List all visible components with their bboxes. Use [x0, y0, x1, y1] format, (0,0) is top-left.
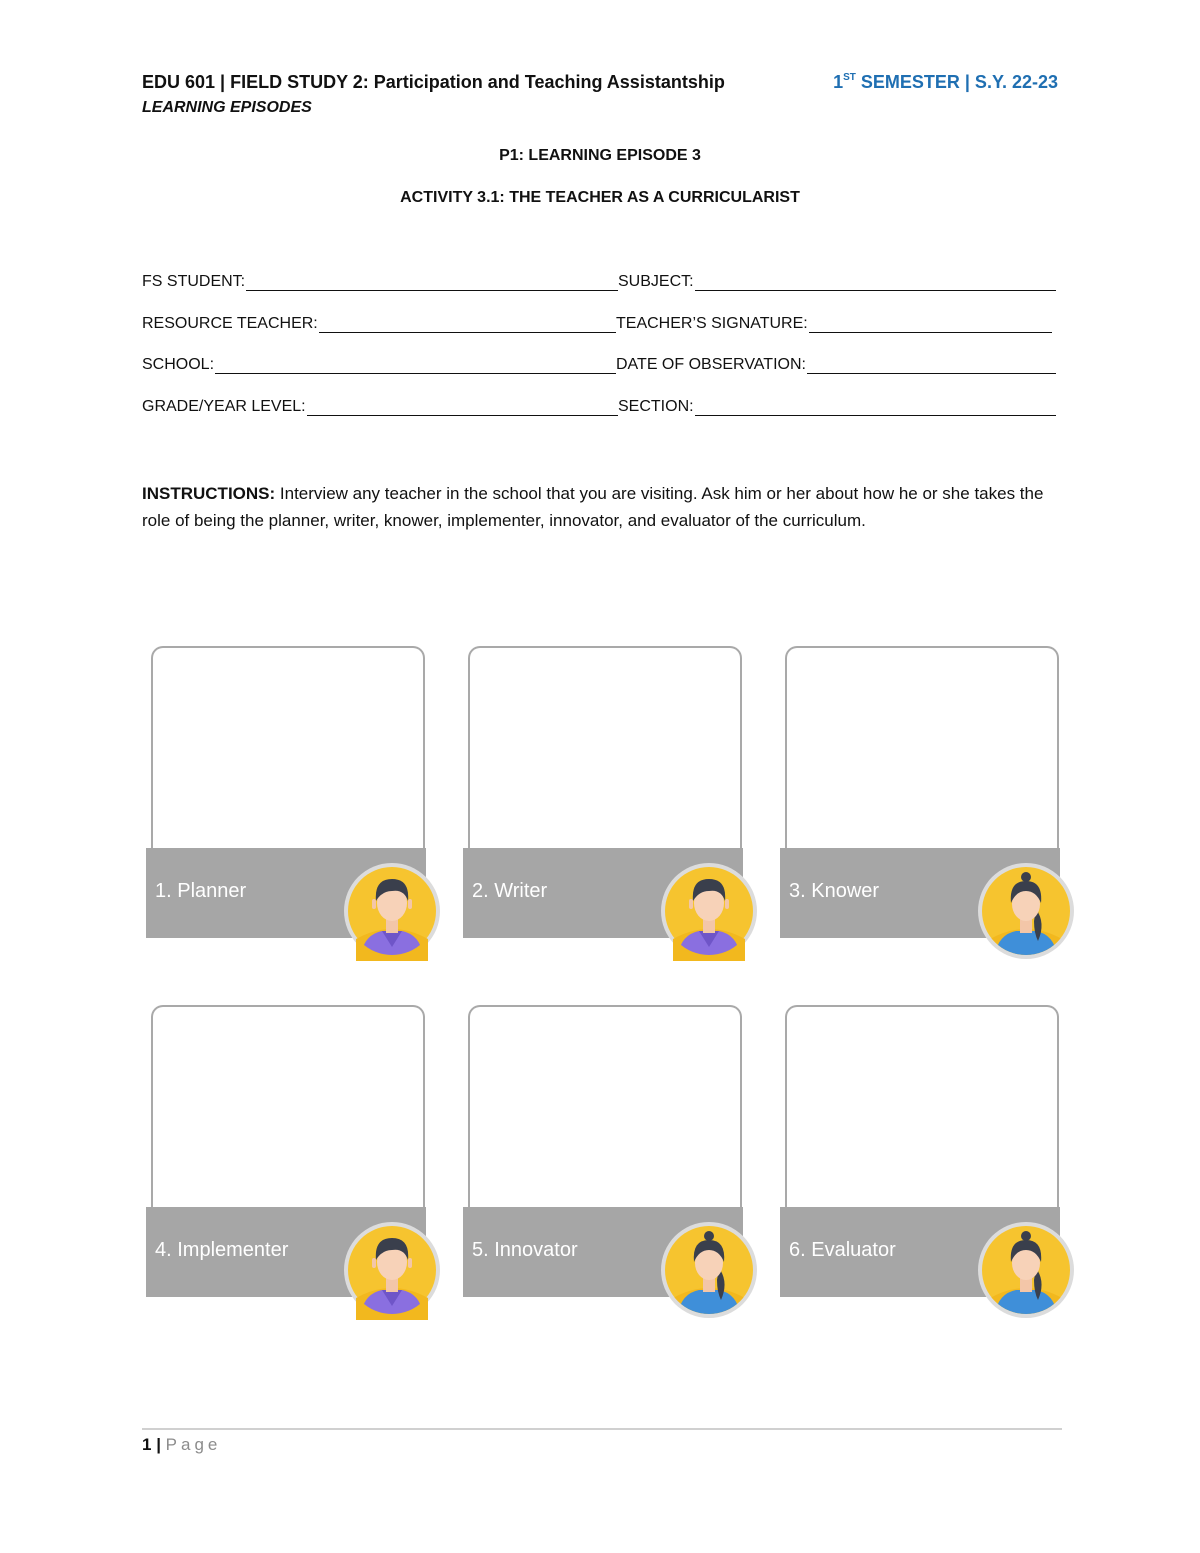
- answer-box[interactable]: [151, 1005, 425, 1212]
- section-field[interactable]: [618, 398, 1056, 416]
- female-teacher-icon: [976, 1220, 1076, 1320]
- semester-suffix: ST: [843, 72, 856, 83]
- subject-field[interactable]: [618, 273, 1056, 291]
- male-teacher-icon: [659, 861, 759, 961]
- role-label: 2. Writer: [472, 880, 548, 902]
- episode-title: P1: LEARNING EPISODE 3: [499, 147, 701, 164]
- role-label: 1. Planner: [155, 880, 247, 902]
- role-label: 5. Innovator: [472, 1239, 578, 1261]
- grade-year-level-line[interactable]: [307, 398, 618, 416]
- male-teacher-icon: [342, 1220, 442, 1320]
- teacher-signature-line[interactable]: [809, 315, 1052, 333]
- answer-box[interactable]: [468, 646, 742, 853]
- answer-box[interactable]: [785, 646, 1059, 853]
- field-row-2: [142, 315, 1058, 337]
- role-card-innovator: [463, 1005, 763, 1325]
- footer-rule: [142, 1428, 1062, 1430]
- activity-title: ACTIVITY 3.1: THE TEACHER AS A CURRICULARIST: [400, 189, 800, 206]
- semester-number: 1: [833, 72, 844, 92]
- date-of-observation-line[interactable]: [807, 356, 1056, 374]
- resource-teacher-label: RESOURCE TEACHER:: [142, 315, 318, 332]
- resource-teacher-line[interactable]: [319, 315, 616, 333]
- page-number: 1: [142, 1435, 152, 1454]
- subject-label: SUBJECT:: [618, 273, 694, 290]
- role-card-evaluator: [780, 1005, 1080, 1325]
- course-title: EDU 601 | FIELD STUDY 2: Participation and Teaching Assistantship: [142, 72, 725, 92]
- teacher-signature-label: TEACHER’S SIGNATURE:: [616, 315, 808, 332]
- instructions-label: INSTRUCTIONS:: [142, 484, 276, 503]
- fs-student-label: FS STUDENT:: [142, 273, 246, 290]
- fs-student-field[interactable]: [142, 273, 618, 291]
- page-separator: |: [151, 1435, 166, 1454]
- document-subtitle: LEARNING EPISODES: [142, 99, 312, 116]
- school-label: SCHOOL:: [142, 356, 215, 373]
- page-word: Page: [165, 1435, 222, 1454]
- date-of-observation-label: DATE OF OBSERVATION:: [616, 356, 806, 373]
- fs-student-line[interactable]: [246, 273, 618, 291]
- answer-box[interactable]: [785, 1005, 1059, 1212]
- page-footer: [142, 1435, 221, 1455]
- instructions-text: Interview any teacher in the school that you are visiting. Ask him or her about how he or she takes the role of being the planner, writer, knower, implementer, innovator, and evaluator of the curriculum.: [142, 484, 1044, 530]
- subject-line[interactable]: [695, 273, 1056, 291]
- semester-label: [833, 72, 1058, 93]
- grade-year-level-label: GRADE/YEAR LEVEL:: [142, 398, 306, 415]
- field-row-4: [142, 398, 1058, 420]
- role-card-writer: [463, 646, 763, 966]
- female-teacher-icon: [976, 861, 1076, 961]
- answer-box[interactable]: [151, 646, 425, 853]
- school-field[interactable]: [142, 356, 616, 374]
- field-row-3: [142, 356, 1058, 378]
- role-label: 3. Knower: [789, 880, 880, 902]
- school-line[interactable]: [215, 356, 616, 374]
- section-label: SECTION:: [618, 398, 694, 415]
- role-card-implementer: [146, 1005, 446, 1325]
- role-card-knower: [780, 646, 1080, 966]
- role-label: 6. Evaluator: [789, 1239, 896, 1261]
- grade-year-level-field[interactable]: [142, 398, 618, 416]
- female-teacher-icon: [659, 1220, 759, 1320]
- instructions: [142, 480, 1058, 534]
- answer-box[interactable]: [468, 1005, 742, 1212]
- field-row-1: [142, 273, 1058, 295]
- role-label: 4. Implementer: [155, 1239, 289, 1261]
- semester-rest: SEMESTER | S.Y. 22-23: [855, 72, 1058, 92]
- section-line[interactable]: [695, 398, 1056, 416]
- date-of-observation-field[interactable]: [616, 356, 1056, 374]
- resource-teacher-field[interactable]: [142, 315, 616, 333]
- male-teacher-icon: [342, 861, 442, 961]
- teacher-signature-field[interactable]: [616, 315, 1052, 333]
- role-card-planner: [146, 646, 446, 966]
